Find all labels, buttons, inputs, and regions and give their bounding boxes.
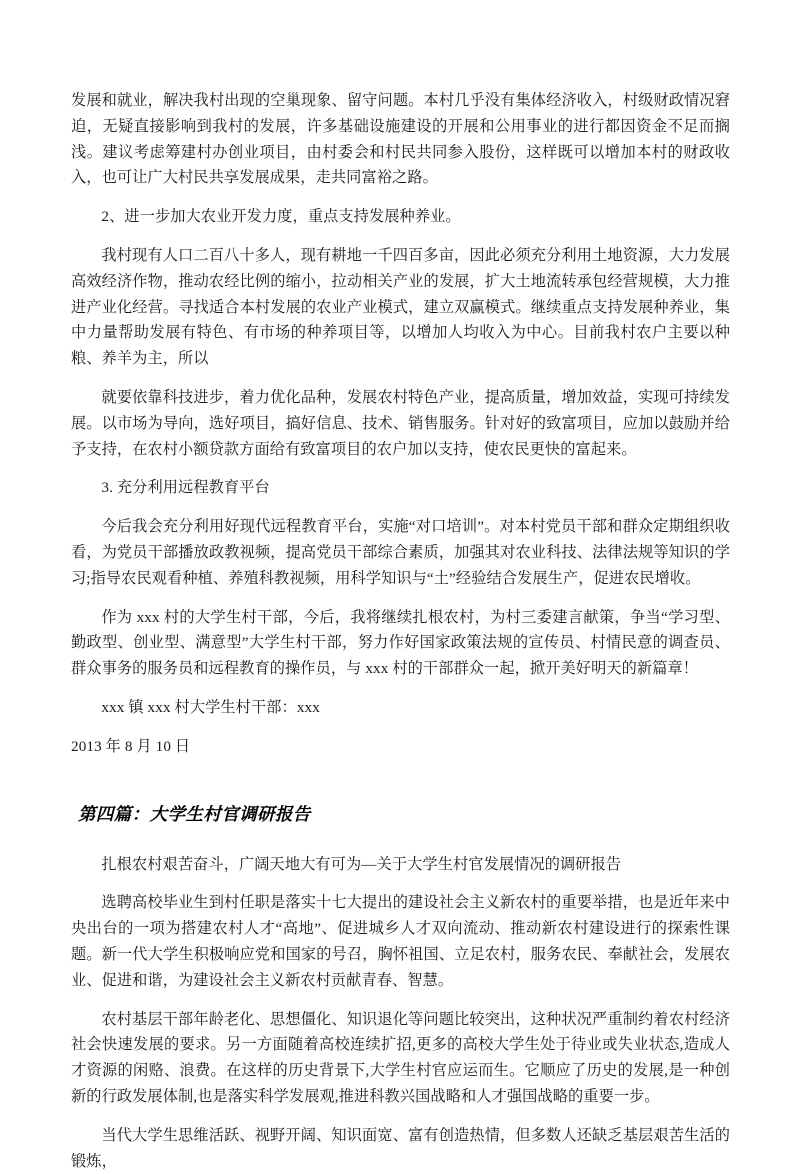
paragraph-text: 当代大学生思维活跃、视野开阔、知识面宽、富有创造热情，但多数人还缺乏基层艰苦生活的锻炼， xyxy=(71,1126,730,1170)
paragraph-text: 农村基层干部年龄老化、思想僵化、知识退化等问题比较突出，这种状况严重制约着农村经济社会快速发展的要求。另一方面随着高校连续扩招,更多的高校大学生处于待业或失业状态,造成人才资源的闲赂、浪费。在这样的历史背景下,大学生村官应运而生。它顺应了历史的发展,是一种创新的行政发展体制,也是落实科学发展观,推进科教兴国战略和人才强国战略的重要一步。 xyxy=(71,1010,730,1105)
section-heading: 第四篇：大学生村官调研报告 xyxy=(78,803,311,824)
paragraph-text: 就要依靠科技进步，着力优化品种，发展农村特色产业，提高质量，增加效益，实现可持续发展。以市场为导向，选好项目，搞好信息、技术、销售服务。针对好的致富项目，应加以鼓励并给予支持，在农村小额贷款方面给有致富项目的农户加以支持，使农民更快的富起来。 xyxy=(71,388,730,458)
paragraph-text: 我村现有人口二百八十多人，现有耕地一千四百多亩，因此必须充分利用土地资源，大力发展高效经济作物，推动农经比例的缩小，拉动相关产业的发展，扩大土地流转承包经营规模，大力推进产业化经营。寻找适合本村发展的农业产业模式，建立双赢模式。继续重点支持发展种养业，集中力量帮助发展有特色、有市场的种养项目等，以增加人均收入为中心。目前我村农户主要以种粮、养羊为主，所以 xyxy=(71,246,730,368)
paragraph-text: 作为 xxx 村的大学生村干部，今后，我将继续扎根农村，为村三委建言献策，争当“学习型、勤政型、创业型、满意型”大学生村干部，努力作好国家政策法规的宣传员、村情民意的调查员、群众事务的服务员和远程教育的操作员，与 xxx 村的干部群众一起，掀开美好明天的新篇章！ xyxy=(71,608,730,678)
spacer xyxy=(71,773,730,799)
spacer xyxy=(71,843,730,852)
signature-line: xxx 镇 xxx 村大学生村干部：xxx xyxy=(101,698,320,716)
paragraph-text: 今后我会充分利用好现代远程教育平台，实施“对口培训”。对本村党员干部和群众定期组织收看，为党员干部播放政教视频，提高党员干部综合素质，加强其对农业科技、法律法规等知识的学习;指导农民观看种植、养殖科教视频，用科学知识与“土”经验结合发展生产，促进农民增收。 xyxy=(71,518,730,587)
paragraph-text: 选聘高校毕业生到村任职是落实十七大提出的建设社会主义新农村的重要举措，也是近年来中央出台的一项为搭建农村人才“高地”、促进城乡人才双向流动、推动新农村建设进行的探索性课题。新一代大学生积极响应党和国家的号召，胸怀祖国、立足农村，服务农民、奉献社会，发展农业、促进和谐，为建设社会主义新农村贡献青春、智慧。 xyxy=(71,894,730,989)
document-body xyxy=(71,88,730,1174)
paragraph-text: 发展和就业，解决我村出现的空巢现象、留守问题。本村几乎没有集体经济收入，村级财政情况窘迫，无疑直接影响到我村的发展，许多基础设施建设的开展和公用事业的进行都因资金不足而搁浅。建议考虑筹建村办创业项目，由村委会和村民共同参入股份，这样既可以增加本村的财政收入，也可让广大村民共享发展成果，走共同富裕之路。 xyxy=(71,92,730,187)
numbered-heading-2: 2、进一步加大农业开发力度，重点支持发展种养业。 xyxy=(101,208,461,226)
numbered-heading-3: 3. 充分利用远程教育平台 xyxy=(101,479,270,497)
date-line: 2013 年 8 月 10 日 xyxy=(71,737,191,755)
subtitle-text: 扎根农村艰苦奋斗，广阔天地大有可为—关于大学生村官发展情况的调研报告 xyxy=(101,855,622,873)
